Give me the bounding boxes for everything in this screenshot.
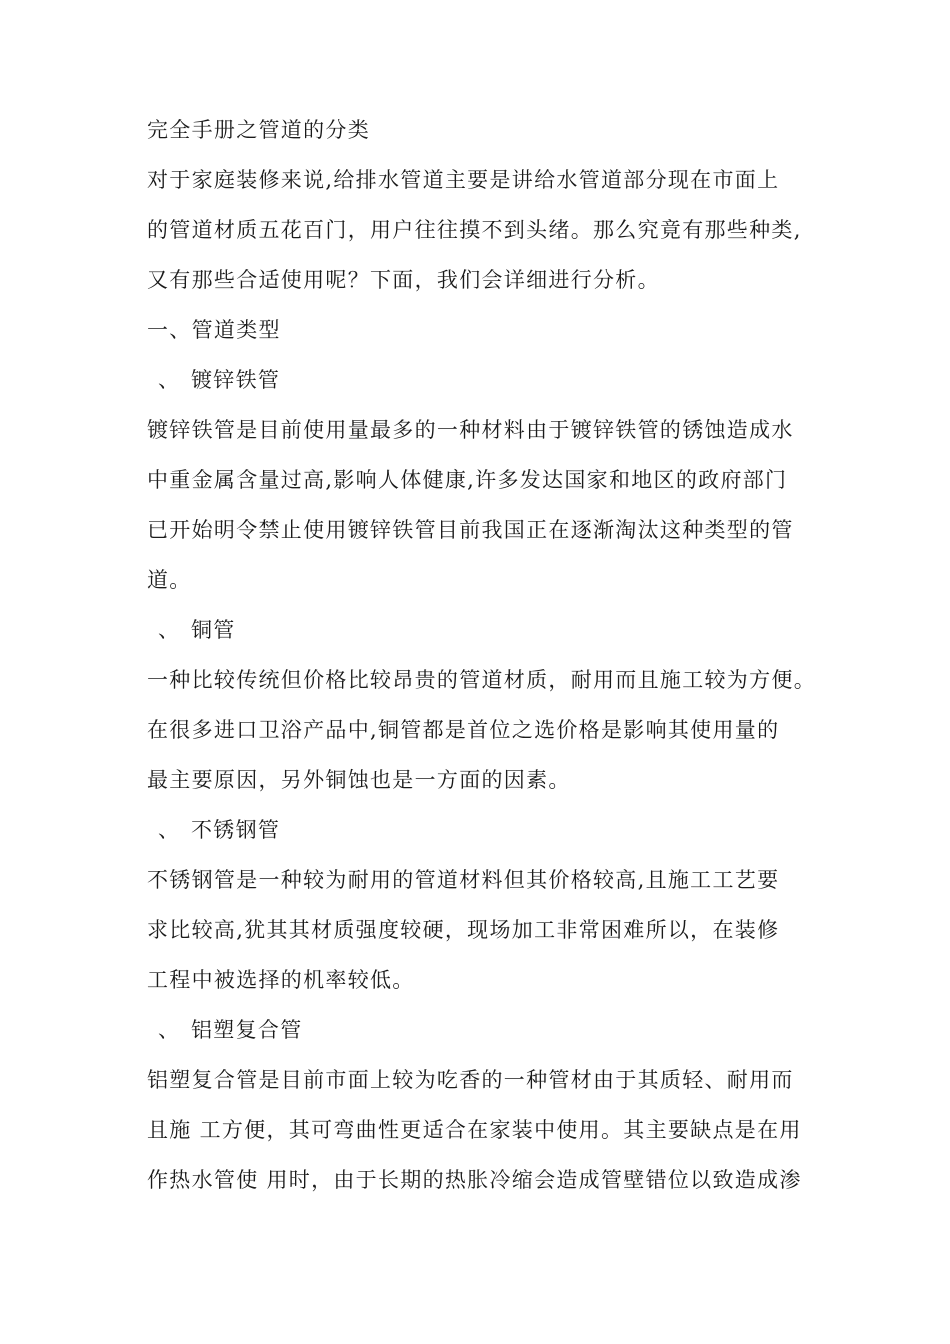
list-marker: 、 xyxy=(158,618,181,642)
paragraph-line: 作热水管使 用时，由于长期的热胀冷缩会造成管壁错位以致造成渗 xyxy=(147,1168,802,1192)
subsection-heading-galvanized-pipe xyxy=(158,366,280,394)
subsection-title: 不锈钢管 xyxy=(191,818,281,842)
paragraph-line: 已开始明令禁止使用镀锌铁管目前我国正在逐渐淘汰这种类型的管 xyxy=(147,518,794,542)
paragraph-line: 在很多进口卫浴产品中,铜管都是首位之选价格是影响其使用量的 xyxy=(147,718,780,742)
document-title: 完全手册之管道的分类 xyxy=(147,118,370,142)
paragraph-line: 不锈钢管是一种较为耐用的管道材料但其价格较高,且施工工艺要 xyxy=(147,868,780,892)
subsection-heading-aluminum-plastic-pipe xyxy=(158,1016,303,1044)
section-heading: 一、管道类型 xyxy=(147,318,281,342)
paragraph-line: 镀锌铁管是目前使用量最多的一种材料由于镀锌铁管的锈蚀造成水 xyxy=(147,418,794,442)
list-marker: 、 xyxy=(158,1018,181,1042)
paragraph-line: 道。 xyxy=(147,568,192,592)
paragraph-line: 最主要原因，另外铜蚀也是一方面的因素。 xyxy=(147,768,571,792)
subsection-heading-stainless-pipe xyxy=(158,816,280,844)
paragraph-line: 且施 工方便，其可弯曲性更适合在家装中使用。其主要缺点是在用 xyxy=(147,1118,802,1142)
paragraph-line: 求比较高,犹其其材质强度较硬，现场加工非常困难所以，在装修 xyxy=(147,918,780,942)
intro-line: 又有那些合适使用呢？下面，我们会详细进行分析。 xyxy=(147,268,660,292)
list-marker: 、 xyxy=(158,368,181,392)
subsection-title: 铜管 xyxy=(191,618,236,642)
paragraph-line: 一种比较传统但价格比较昂贵的管道材质，耐用而且施工较为方便。 xyxy=(147,668,816,692)
paragraph-line: 中重金属含量过高,影响人体健康,许多发达国家和地区的政府部门 xyxy=(147,468,788,492)
subsection-title: 铝塑复合管 xyxy=(191,1018,303,1042)
intro-line: 的管道材质五花百门，用户往往摸不到头绪。那么究竟有那些种类, xyxy=(147,218,802,242)
paragraph-line: 铝塑复合管是目前市面上较为吃香的一种管材由于其质轻、耐用而 xyxy=(147,1068,794,1092)
subsection-heading-copper-pipe xyxy=(158,616,236,644)
paragraph-line: 工程中被选择的机率较低。 xyxy=(147,968,415,992)
list-marker: 、 xyxy=(158,818,181,842)
subsection-title: 镀锌铁管 xyxy=(191,368,281,392)
intro-line: 对于家庭装修来说,给排水管道主要是讲给水管道部分现在市面上 xyxy=(147,168,780,192)
